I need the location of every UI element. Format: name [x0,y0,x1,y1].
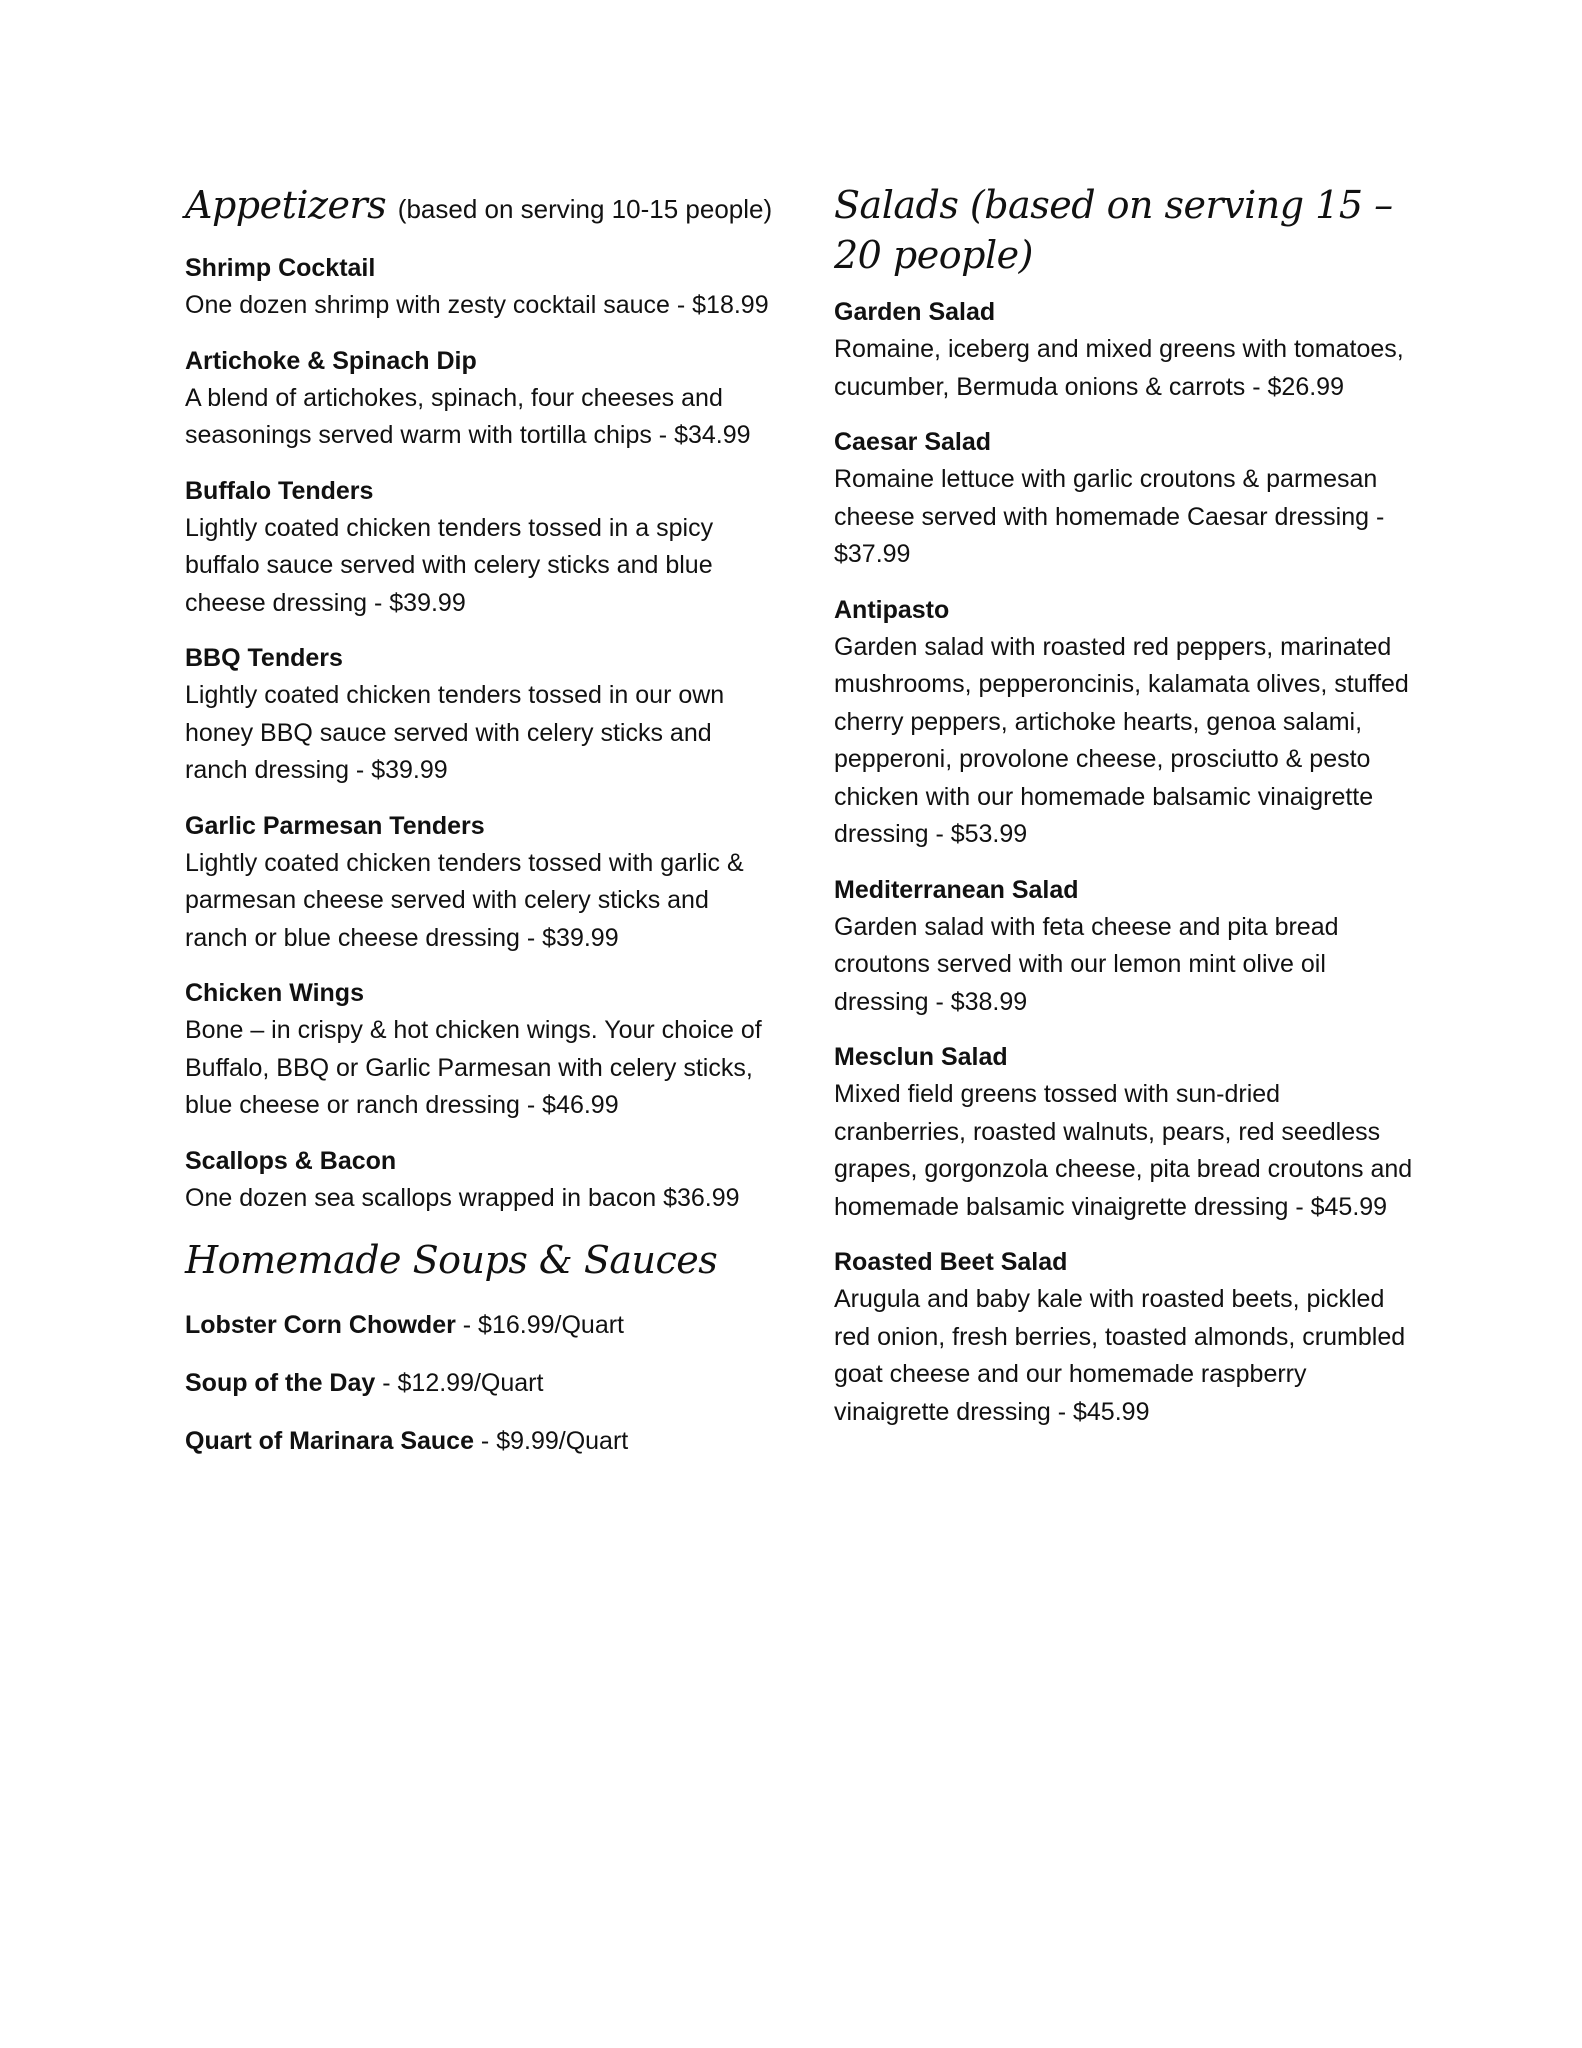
item-description: Mixed field greens tossed with sun-dried cranberries, roasted walnuts, pears, red seedless grapes, gorgonzola cheese, pita bread croutons and homemade balsamic vinaigrette dressing - $45.99 [834,1080,1413,1221]
menu-item [185,1143,775,1218]
soup-item [185,1307,775,1344]
item-description: Garden salad with feta cheese and pita bread croutons served with our lemon mint olive oil dressing - $38.99 [834,912,1339,1016]
item-name: Scallops & Bacon [185,1146,397,1175]
item-name: Mediterranean Salad [834,875,1079,904]
menu-item [185,343,775,455]
item-name: Roasted Beet Salad [834,1248,1068,1276]
appetizers-title: Appetizers [185,183,387,227]
item-name: Shrimp Cocktail [185,254,376,282]
soup-item [185,1423,775,1460]
salads-heading: Salads (based on serving 15 – 20 people) [834,183,1393,277]
right-column [834,180,1414,1449]
item-description: Lightly coated chicken tenders tossed in our own honey BBQ sauce served with celery sticks and ranch dressing - $39.99 [185,681,725,784]
item-name: Caesar Salad [834,428,992,456]
appetizers-serving-note: (based on serving 10-15 people) [397,194,773,224]
menu-item [834,1244,1414,1431]
menu-item [834,294,1414,406]
soup-price: - $12.99/Quart [375,1369,544,1397]
soups-heading: Homemade Soups & Sauces [185,1238,718,1282]
menu-item [185,975,775,1125]
item-description: Lightly coated chicken tenders tossed in a spicy buffalo sauce served with celery sticks and blue cheese dressing - $39.99 [185,513,714,617]
item-name: Garlic Parmesan Tenders [185,811,485,840]
soup-price: - $9.99/Quart [473,1427,629,1455]
soup-name: Soup of the Day [185,1369,376,1397]
item-name: Buffalo Tenders [185,476,374,505]
menu-item [185,250,775,325]
menu-item [834,872,1414,1022]
soup-name: Quart of Marinara Sauce [185,1427,474,1455]
item-name: Chicken Wings [185,979,364,1007]
item-name: Garden Salad [834,298,996,326]
item-name: Mesclun Salad [834,1043,1008,1071]
item-description: Romaine lettuce with garlic croutons & parmesan cheese served with homemade Caesar dressing - $37.99 [834,465,1385,568]
item-name: Artichoke & Spinach Dip [185,346,477,375]
item-name: BBQ Tenders [185,644,343,672]
item-description: Arugula and baby kale with roasted beets, pickled red onion, fresh berries, toasted almonds, crumbled goat cheese and our homemade raspberry vinaigrette dressing - $45.99 [834,1285,1406,1426]
menu-item [834,1039,1414,1226]
item-description: Romaine, iceberg and mixed greens with tomatoes, cucumber, Bermuda onions & carrots - $26.99 [834,335,1404,401]
soup-item [185,1365,775,1402]
item-description: One dozen sea scallops wrapped in bacon $36.99 [185,1183,740,1212]
soup-price: - $16.99/Quart [455,1311,624,1339]
menu-item [834,424,1414,574]
item-description: Garden salad with roasted red peppers, marinated mushrooms, pepperoncinis, kalamata olives, stuffed cherry peppers, artichoke hearts, genoa salami, pepperoni, provolone cheese, prosciutto & pesto chicken with our homemade balsamic vinaigrette dressing - $53.99 [834,632,1409,848]
menu-item [185,473,775,623]
left-column [185,180,775,1481]
item-description: Lightly coated chicken tenders tossed with garlic & parmesan cheese served with celery sticks and ranch or blue cheese dressing - $39.99 [185,848,744,952]
menu-item [185,808,775,958]
item-name: Antipasto [834,595,950,624]
appetizers-heading [185,180,775,234]
soup-name: Lobster Corn Chowder [185,1311,456,1339]
menu-item [834,592,1414,854]
menu-item [185,640,775,790]
item-description: Bone – in crispy & hot chicken wings. Your choice of Buffalo, BBQ or Garlic Parmesan with celery sticks, blue cheese or ranch dressing - $46.99 [185,1016,762,1119]
item-description: One dozen shrimp with zesty cocktail sauce - $18.99 [185,291,769,319]
item-description: A blend of artichokes, spinach, four cheeses and seasonings served warm with tortilla chips - $34.99 [185,383,751,449]
